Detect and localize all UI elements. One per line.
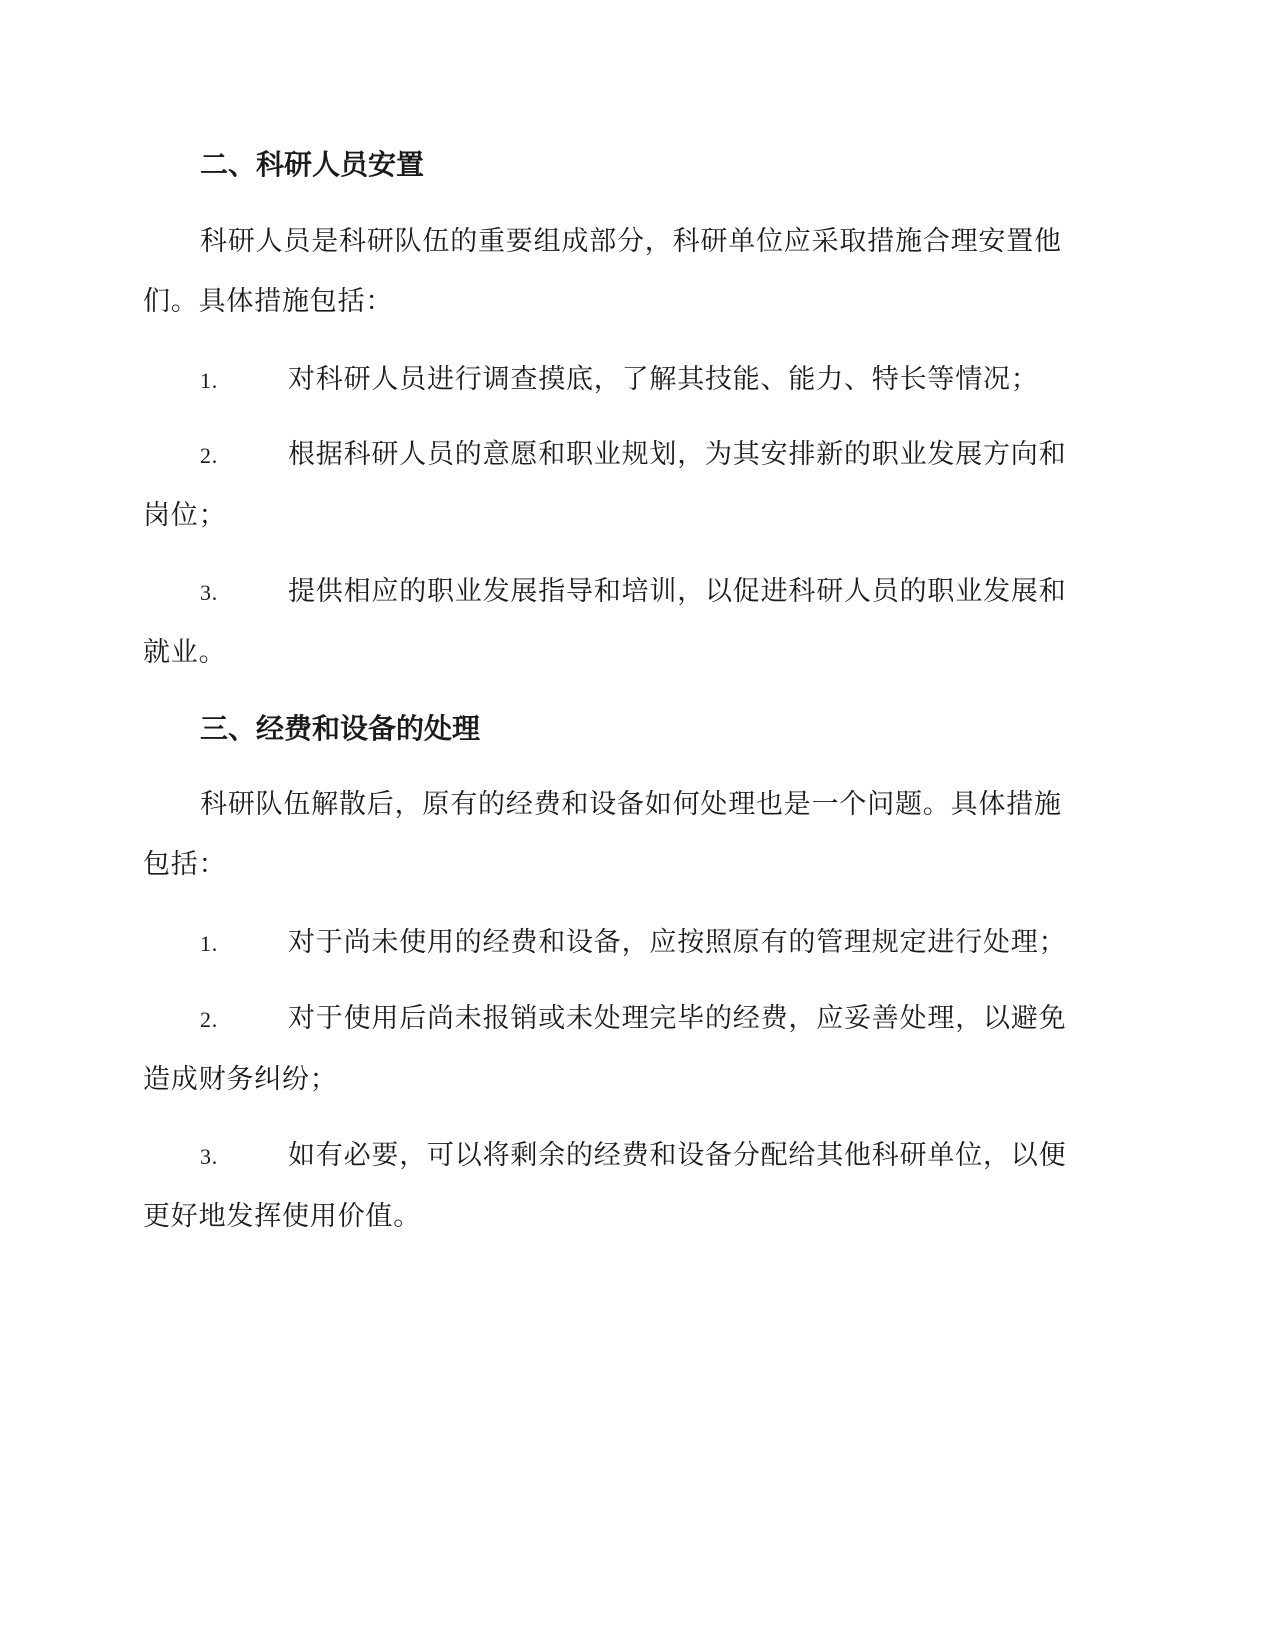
list-item <box>143 425 1083 546</box>
section-intro-paragraph: 科研队伍解散后，原有的经费和设备如何处理也是一个问题。具体措施包括： <box>143 789 1062 880</box>
list-item-number: 3. <box>200 580 219 605</box>
list-item-text: 对于尚未使用的经费和设备，应按照原有的管理规定进行处理； <box>288 927 1067 958</box>
list-item-text: 对于使用后尚未报销或未处理完毕的经费，应妥善处理，以避免造成财务纠纷； <box>143 1003 1067 1095</box>
section-heading: 三、经费和设备的处理 <box>200 712 481 745</box>
section-heading: 二、科研人员安置 <box>200 148 425 181</box>
list-item-number: 1. <box>200 368 219 393</box>
list-item-text: 对科研人员进行调查摸底，了解其技能、能力、特长等情况； <box>288 364 1039 395</box>
list-item-text: 根据科研人员的意愿和职业规划，为其安排新的职业发展方向和岗位； <box>143 439 1067 531</box>
list-item-number: 2. <box>200 1007 219 1032</box>
list-item-text: 提供相应的职业发展指导和培训，以促进科研人员的职业发展和就业。 <box>143 576 1067 668</box>
list-item-number: 3. <box>200 1144 219 1169</box>
list-item <box>143 1126 1083 1247</box>
list-item-number: 2. <box>200 443 219 468</box>
list-item-number: 1. <box>200 931 219 956</box>
list-item <box>143 913 1083 974</box>
list-item <box>143 989 1083 1110</box>
list-item-text: 如有必要，可以将剩余的经费和设备分配给其他科研单位，以便更好地发挥使用价值。 <box>143 1140 1067 1232</box>
list-item <box>143 350 1083 411</box>
list-item <box>143 562 1083 683</box>
section-intro-paragraph: 科研人员是科研队伍的重要组成部分，科研单位应采取措施合理安置他们。具体措施包括： <box>143 226 1062 317</box>
